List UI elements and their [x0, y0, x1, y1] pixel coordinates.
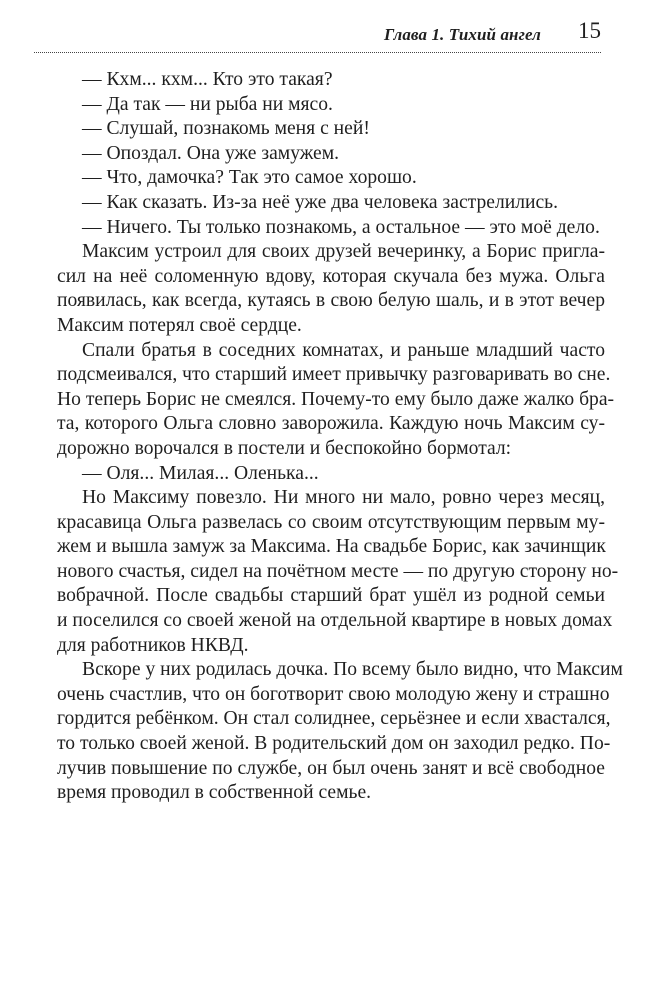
text-line: жем и вышла замуж за Максима. На свадьбе Борис, как зачинщик — [57, 536, 606, 558]
text-line: и поселился со своей женой на отдельной квартире в новых домах — [57, 610, 613, 632]
text-line: Максим устроил для своих друзей вечеринку, а Борис пригла- — [82, 241, 605, 263]
running-header — [34, 18, 601, 53]
text-line: время проводил в собственной семье. — [57, 782, 372, 804]
body-text — [57, 68, 623, 806]
text-line: Но Максиму повезло. Ни много ни мало, ровно через месяц, — [82, 487, 605, 509]
paragraph — [57, 142, 605, 167]
text-line: — Слушай, познакомь меня с ней! — [82, 118, 370, 140]
text-line: дорожно ворочался в постели и беспокойно бормотал: — [57, 437, 512, 459]
text-line: — Что, дамочка? Так это самое хорошо. — [82, 167, 417, 189]
paragraph — [57, 166, 605, 191]
paragraph — [57, 191, 605, 216]
text-line: то только своей женой. В родительский дом он заходил редко. По- — [57, 733, 611, 755]
text-line: для работников НКВД. — [57, 634, 249, 656]
text-line: — Как сказать. Из-за неё уже два человека застрелились. — [82, 191, 559, 213]
text-line: появилась, как всегда, кутаясь в свою белую шаль, и в этот вечер — [57, 290, 605, 312]
paragraph — [57, 68, 605, 93]
paragraph — [57, 240, 605, 338]
text-line: очень счастлив, что он боготворит свою молодую жену и страшно — [57, 683, 610, 705]
paragraph — [57, 658, 623, 806]
text-line: подсмеивался, что старший имеет привычку разговаривать во сне. — [57, 364, 611, 386]
text-line: красавица Ольга развелась со своим отсутствующим первым му- — [57, 511, 605, 533]
text-line: вобрачной. После свадьбы старший брат ушёл из родной семьи — [57, 585, 605, 607]
text-line: лучив повышение по службе, он был очень занят и всё свободное — [57, 757, 605, 779]
text-line: — Оля... Милая... Оленька... — [82, 462, 319, 484]
text-line: — Да так — ни рыба ни мясо. — [82, 93, 333, 115]
paragraph — [57, 339, 615, 462]
text-line: — Ничего. Ты только познакомь, а остальное — это моё дело. — [82, 216, 600, 238]
text-line: Спали братья в соседних комнатах, и раньше младший часто — [82, 339, 605, 361]
paragraph — [57, 462, 605, 487]
text-line: Но теперь Борис не смеялся. Почему-то ему было даже жалко бра- — [57, 388, 615, 410]
text-line: та, которого Ольга словно заворожила. Каждую ночь Максим су- — [57, 413, 605, 435]
text-line: Максим потерял своё сердце. — [57, 314, 302, 336]
text-line: Вскоре у них родилась дочка. По всему было видно, что Максим — [82, 659, 623, 681]
chapter-title: Глава 1. Тихий ангел — [384, 25, 541, 44]
text-line: сил на неё соломенную вдову, которая скучала без мужа. Ольга — [57, 265, 605, 287]
text-line: гордится ребёнком. Он стал солиднее, серьёзнее и если хвастался, — [57, 708, 611, 730]
text-line: нового счастья, сидел на почётном месте — по другую сторону но- — [57, 560, 619, 582]
page-number: 15 — [578, 18, 601, 43]
paragraph — [57, 486, 619, 658]
paragraph — [57, 117, 605, 142]
paragraph — [57, 93, 605, 118]
text-line: — Кхм... кхм... Кто это такая? — [82, 69, 333, 90]
paragraph — [57, 216, 605, 241]
text-line: — Опоздал. Она уже замужем. — [82, 142, 340, 164]
